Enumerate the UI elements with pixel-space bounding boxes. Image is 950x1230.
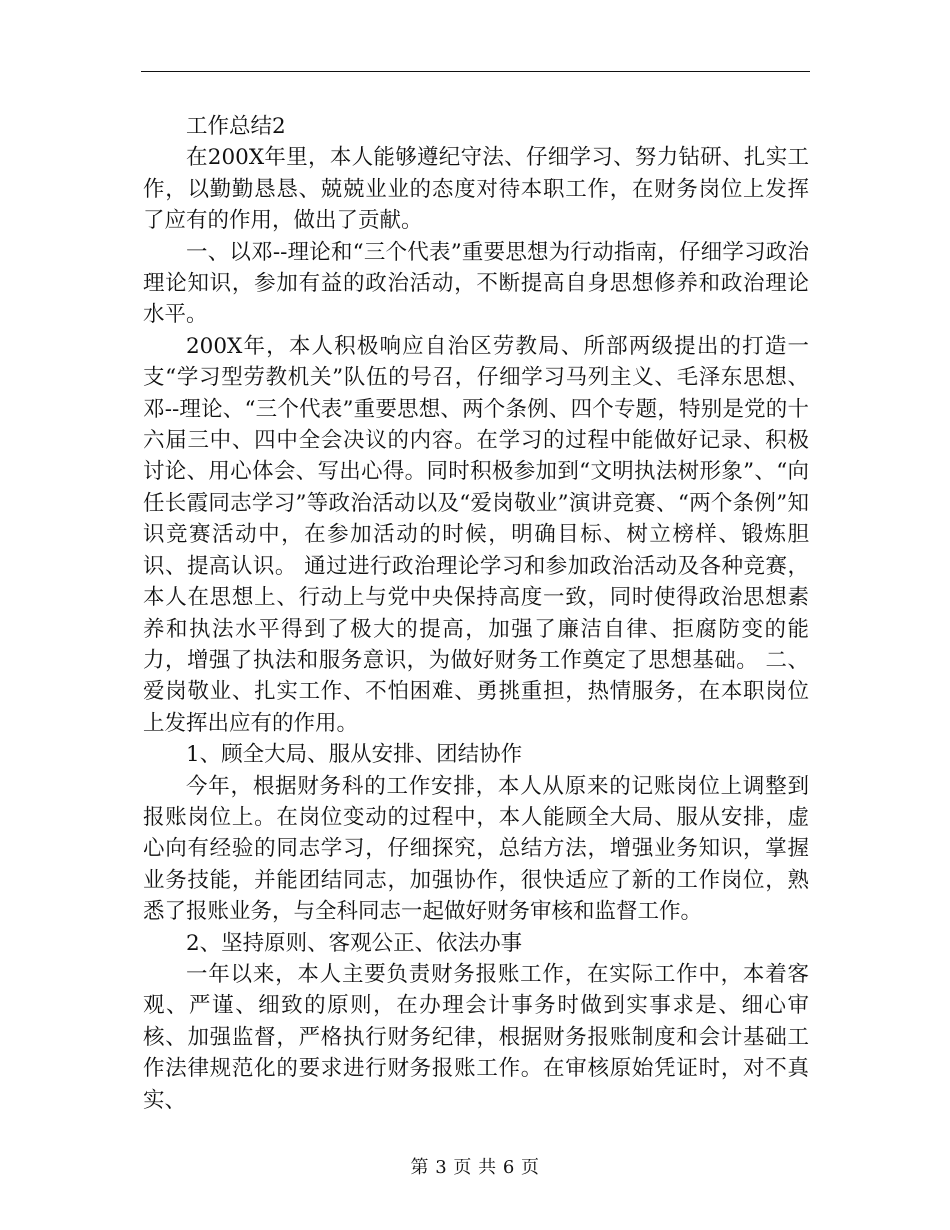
- section-title: 工作总结2: [186, 114, 286, 139]
- subheading: 2、坚持原则、客观公正、依法办事: [186, 930, 523, 956]
- paragraph: 200X年，本人积极响应自治区劳教局、所部两级提出的打造一支“学习型劳教机关”队伍的号召，仔细学习马列主义、毛泽东思想、邓--理论、“三个代表”重要思想、两个条例、四个专题，特别是党的十六届三中、四中全会决议的内容。在学习的过程中能做好记录、积极讨论、用心体会、写出心得。同时积极参加到“文明执法树形象”、“向任长霞同志学习”等政治活动以及“爱岗敬业”演讲竞赛、“两个条例”知识竞赛活动中，在参加活动的时候，明确目标、树立榜样、锻炼胆识、提高认识。 通过进行政治理论学习和参加政治活动及各种竞赛，本人在思想上、行动上与党中央保持高度一致，同时使得政治思想素养和执法水平得到了极大的提高，加强了廉洁自律、拒腐防变的能力，增强了执法和服务意识，为做好财务工作奠定了思想基础。 二、爱岗敬业、扎实工作、不怕困难、勇挑重担，热情服务，在本职岗位上发挥出应有的作用。: [143, 333, 809, 736]
- header-rule: [141, 71, 810, 72]
- paragraph: 在200X年里，本人能够遵纪守法、仔细学习、努力钻研、扎实工作，以勤勤恳恳、兢兢业业的态度对待本职工作，在财务岗位上发挥了应有的作用，做出了贡献。: [143, 145, 809, 234]
- subheading: 1、顾全大局、服从安排、团结协作: [186, 742, 523, 768]
- paragraph: 一年以来，本人主要负责财务报账工作，在实际工作中，本着客观、严谨、细致的原则，在办理会计事务时做到实事求是、细心审核、加强监督，严格执行财务纪律，根据财务报账制度和会计基础工作法律规范化的要求进行财务报账工作。在审核原始凭证时，对不真实、: [143, 961, 809, 1113]
- page-footer: 第 3 页 共 6 页: [410, 1157, 540, 1178]
- paragraph: 一、以邓--理论和“三个代表”重要思想为行动指南，仔细学习政治理论知识，参加有益的政治活动，不断提高自身思想修养和政治理论水平。: [143, 239, 809, 328]
- document-body: [143, 111, 809, 1116]
- paragraph: 今年，根据财务科的工作安排，本人从原来的记账岗位上调整到报账岗位上。在岗位变动的过程中，本人能顾全大局、服从安排，虚心向有经验的同志学习，仔细探究，总结方法，增强业务知识，掌握业务技能，并能团结同志，加强协作，很快适应了新的工作岗位，熟悉了报账业务，与全科同志一起做好财务审核和监督工作。: [143, 773, 809, 925]
